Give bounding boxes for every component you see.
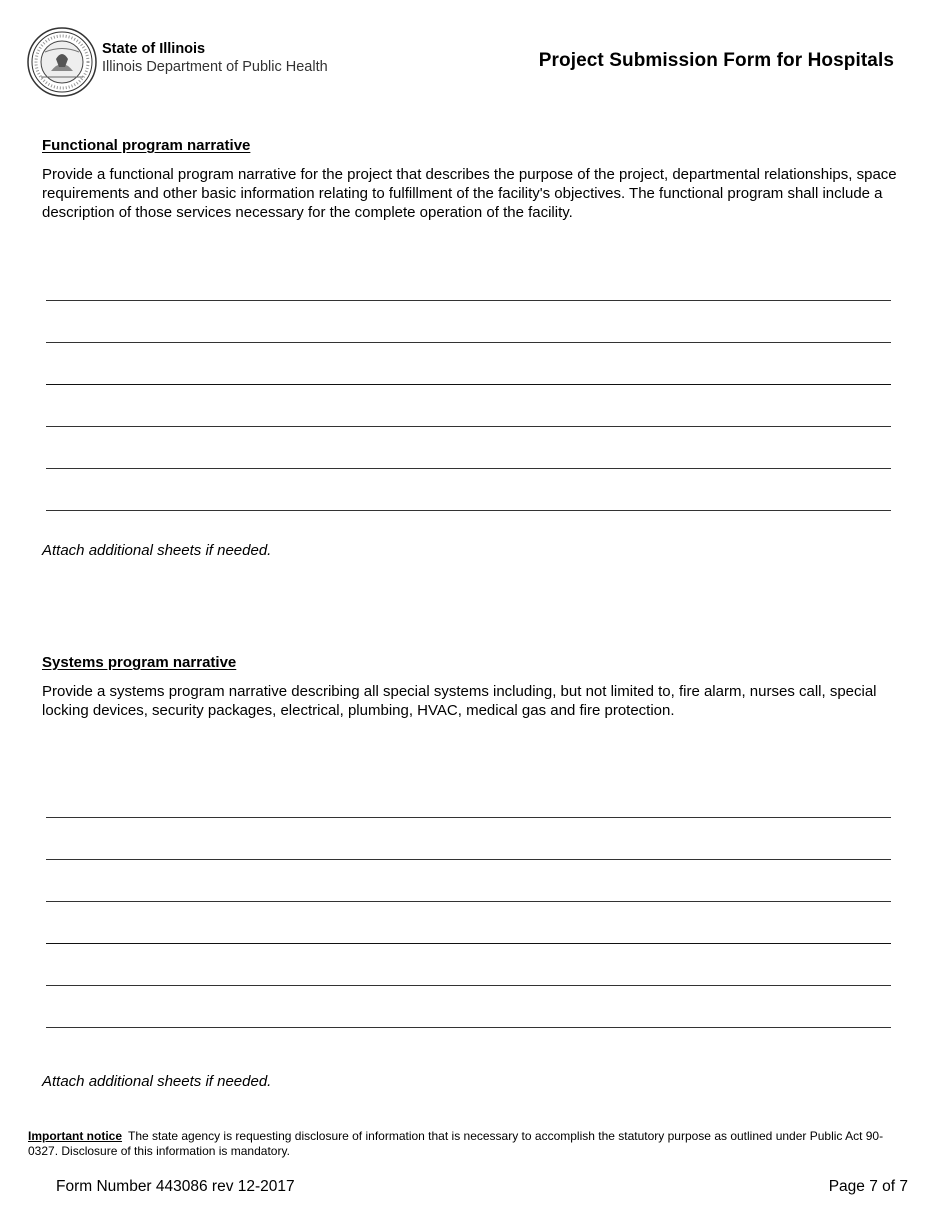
systems-line-4[interactable]: [46, 943, 891, 944]
functional-instructions: Provide a functional program narrative for the project that describes the purpose of the project, departmental relationships, space requirements and other basic information relating to fulfillment of the facility's objectives. The functional program shall include a description of those services necessary for the complete operation of the facility.: [42, 166, 897, 221]
functional-line-5[interactable]: [46, 468, 891, 469]
functional-heading: Functional program narrative: [42, 137, 251, 154]
functional-line-2[interactable]: [46, 342, 891, 343]
functional-line-6[interactable]: [46, 510, 891, 511]
notice-label: Important notice: [28, 1129, 123, 1143]
functional-line-4[interactable]: [46, 426, 891, 427]
systems-line-3[interactable]: [46, 901, 891, 902]
important-notice: [28, 1129, 888, 1159]
systems-line-1[interactable]: [46, 817, 891, 818]
functional-line-3[interactable]: [46, 384, 891, 385]
department-name: Illinois Department of Public Health: [102, 59, 328, 75]
form-title: Project Submission Form for Hospitals: [538, 50, 894, 71]
notice-text: The state agency is requesting disclosure of information that is necessary to accomplish the statutory purpose as outlined under Public Act 90-0327. Disclosure of this information is mandatory.: [28, 1129, 884, 1158]
state-seal-logo: [27, 27, 97, 97]
page-number: Page 7 of 7: [828, 1178, 908, 1195]
systems-instructions: Provide a systems program narrative describing all special systems including, but not limited to, fire alarm, nurses call, special locking devices, security packages, electrical, plumbing, HVAC, medical gas and fire protection.: [42, 683, 877, 719]
systems-line-5[interactable]: [46, 985, 891, 986]
systems-line-6[interactable]: [46, 1027, 891, 1028]
systems-attach-note: Attach additional sheets if needed.: [42, 1073, 272, 1090]
functional-line-1[interactable]: [46, 300, 891, 301]
form-number: Form Number 443086 rev 12-2017: [56, 1178, 295, 1195]
systems-heading: Systems program narrative: [42, 654, 237, 671]
functional-attach-note: Attach additional sheets if needed.: [42, 542, 272, 559]
systems-line-2[interactable]: [46, 859, 891, 860]
agency-block: [102, 41, 328, 76]
state-name: State of Illinois: [102, 41, 206, 57]
